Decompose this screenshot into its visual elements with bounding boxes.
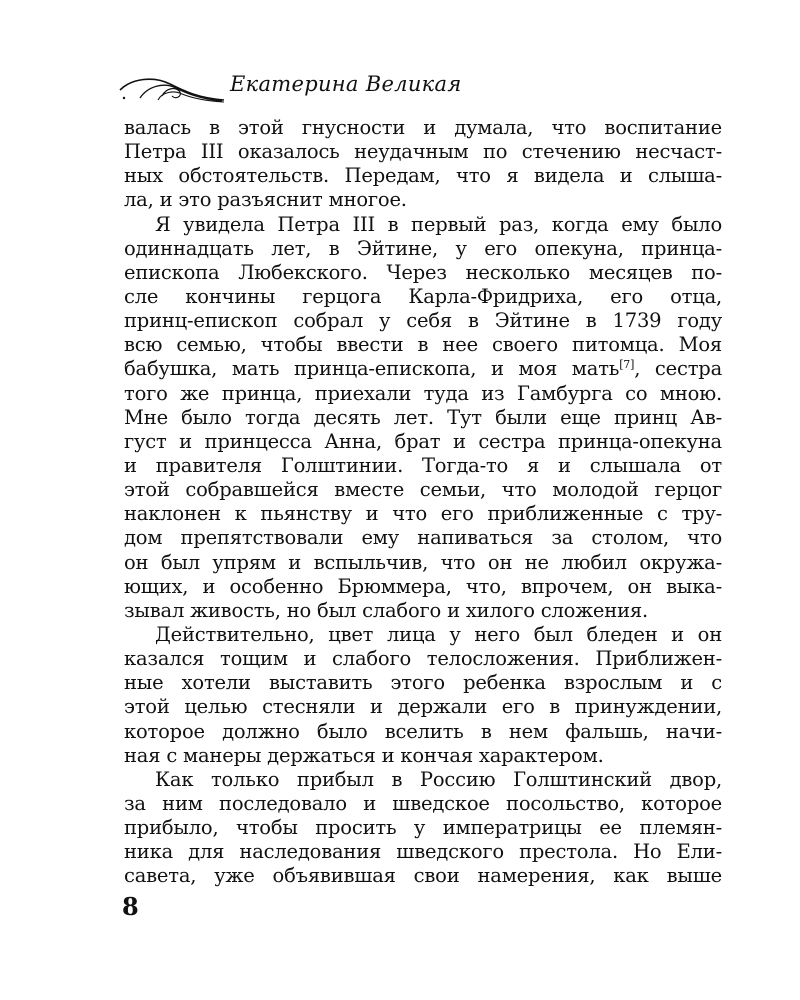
text-line: валась в этой гнусности и думала, что воспитание <box>124 116 722 139</box>
text-line: за ним последовало и шведское посольство, которое <box>124 791 722 815</box>
text-line: которое должно было вселить в нем фальшь, начи- <box>124 719 722 743</box>
text-line: Как только прибыл в Россию Голштинский двор, <box>155 767 722 791</box>
flourish-ornament-icon <box>118 74 226 104</box>
text-line: ющих, и особенно Брюммера, что, впрочем, он выка- <box>124 574 722 598</box>
text-line: зывал живость, но был слабого и хилого сложения. <box>124 598 648 622</box>
text-segment: бабушка, мать принца-епископа, и моя мать <box>124 357 620 381</box>
text-line: епископа Любекского. Через несколько месяцев по- <box>124 260 722 284</box>
text-line: Мне было тогда десять лет. Тут были еще принц Ав- <box>124 405 722 429</box>
text-line: ные хотели выставить этого ребенка взрослым и с <box>124 671 722 695</box>
text-line: ных обстоятельств. Передам, что я видела и слыша- <box>124 164 722 188</box>
body-text <box>124 116 722 889</box>
text-line: савета, уже объявившая свои намерения, как выше <box>124 864 722 888</box>
page-number: 8 <box>122 892 139 921</box>
text-line: ника для наследования шведского престола. Но Ели- <box>124 840 722 864</box>
footnote-reference[interactable]: [7] <box>619 358 635 372</box>
text-line: прибыло, чтобы просить у императрицы ее племян- <box>124 816 722 840</box>
text-line: ла, и это разъяснит многое. <box>124 188 407 212</box>
text-line: и правителя Голштинии. Тогда-то я и слышала от <box>124 453 722 477</box>
text-line-with-footnote <box>124 357 722 381</box>
text-line: наклонен к пьянству и что его приближенные с тру- <box>124 502 722 526</box>
text-line: ная с манеры держаться и кончая характером. <box>124 743 604 767</box>
running-head-title: Екатерина Великая <box>230 72 462 96</box>
text-line: он был упрям и вспыльчив, что он не любил окружа- <box>124 550 722 574</box>
text-line: всю семью, чтобы ввести в нее своего питомца. Моя <box>124 333 722 357</box>
text-line: казался тощим и слабого телосложения. Приближен- <box>124 647 722 671</box>
page-header <box>118 70 738 110</box>
text-line: сле кончины герцога Карла-Фридриха, его отца, <box>124 284 722 308</box>
text-line: Действительно, цвет лица у него был бледен и он <box>155 622 722 646</box>
text-line: густ и принцесса Анна, брат и сестра принца-опекуна <box>124 429 722 453</box>
text-line: Петра III оказалось неудачным по стечению несчаст- <box>124 140 722 164</box>
text-line: дом препятствовали ему напиваться за столом, что <box>124 526 722 550</box>
text-line: того же принца, приехали туда из Гамбурга со мною. <box>124 381 722 405</box>
text-line: этой целью стесняли и держали его в принуждении, <box>124 695 722 719</box>
text-line: Я увидела Петра III в первый раз, когда ему было <box>155 212 722 236</box>
text-line: принц-епископ собрал у себя в Эйтине в 1739 году <box>124 309 722 333</box>
text-line: этой собравшейся вместе семьи, что молодой герцог <box>124 478 722 502</box>
text-line: одиннадцать лет, в Эйтине, у его опекуна, принца- <box>124 236 722 260</box>
text-segment: , сестра <box>634 357 723 381</box>
